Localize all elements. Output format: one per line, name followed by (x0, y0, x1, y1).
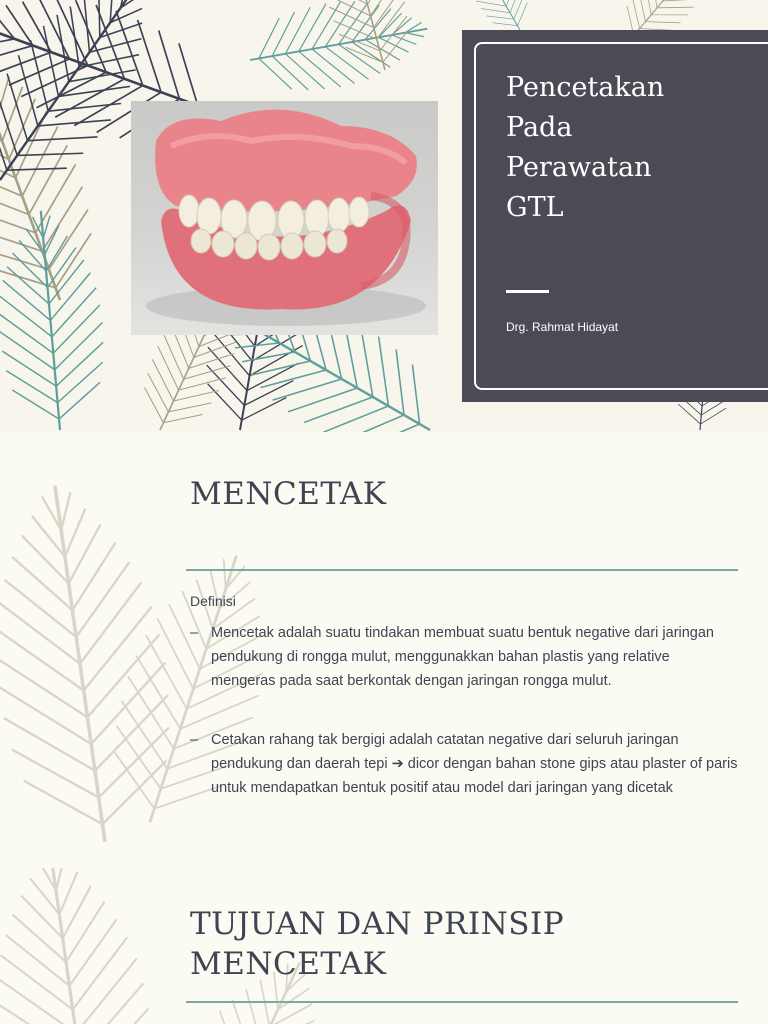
heading-divider (186, 1001, 738, 1003)
title-divider (506, 290, 549, 293)
bullet-text: Cetakan rahang tak bergigi adalah catatan negative dari seluruh jaringan pendukung dan daerah tepi ➔ dicor dengan bahan stone gips atau plaster of paris untuk mendapatkan bentuk positif atau model dari jaringan yang dicetak (211, 732, 738, 796)
definition-label: Definisi (190, 593, 236, 609)
dentures-photo (131, 101, 438, 335)
bullet-item (190, 621, 738, 693)
author-name: Drg. Rahmat Hidayat (506, 320, 619, 334)
content-slide-tujuan (0, 868, 768, 1024)
dentures-illustration (131, 101, 438, 335)
heading-line: MENCETAK (190, 946, 387, 982)
slide-heading (190, 904, 564, 984)
bullet-text: Mencetak adalah suatu tindakan membuat suatu bentuk negative dari jaringan pendukung di rongga mulut, menggunakkan bahan plastis yang relative mengeras pada saat berkontak dengan jaringan rongga mulut. (211, 625, 714, 689)
heading-line: TUJUAN DAN PRINSIP (190, 906, 565, 942)
title-line: Perawatan (506, 152, 652, 183)
title-line: Pencetakan (506, 72, 665, 103)
title-slide (0, 0, 768, 432)
title-line: GTL (506, 192, 564, 223)
bullet-dash: – (190, 625, 199, 641)
bullet-item (190, 728, 738, 800)
heading-divider (186, 569, 738, 571)
slide-title (506, 68, 746, 228)
title-line: Pada (506, 112, 573, 143)
slide-heading: MENCETAK (190, 476, 387, 512)
content-slide-mencetak (0, 442, 768, 860)
bullet-dash: – (190, 732, 199, 748)
